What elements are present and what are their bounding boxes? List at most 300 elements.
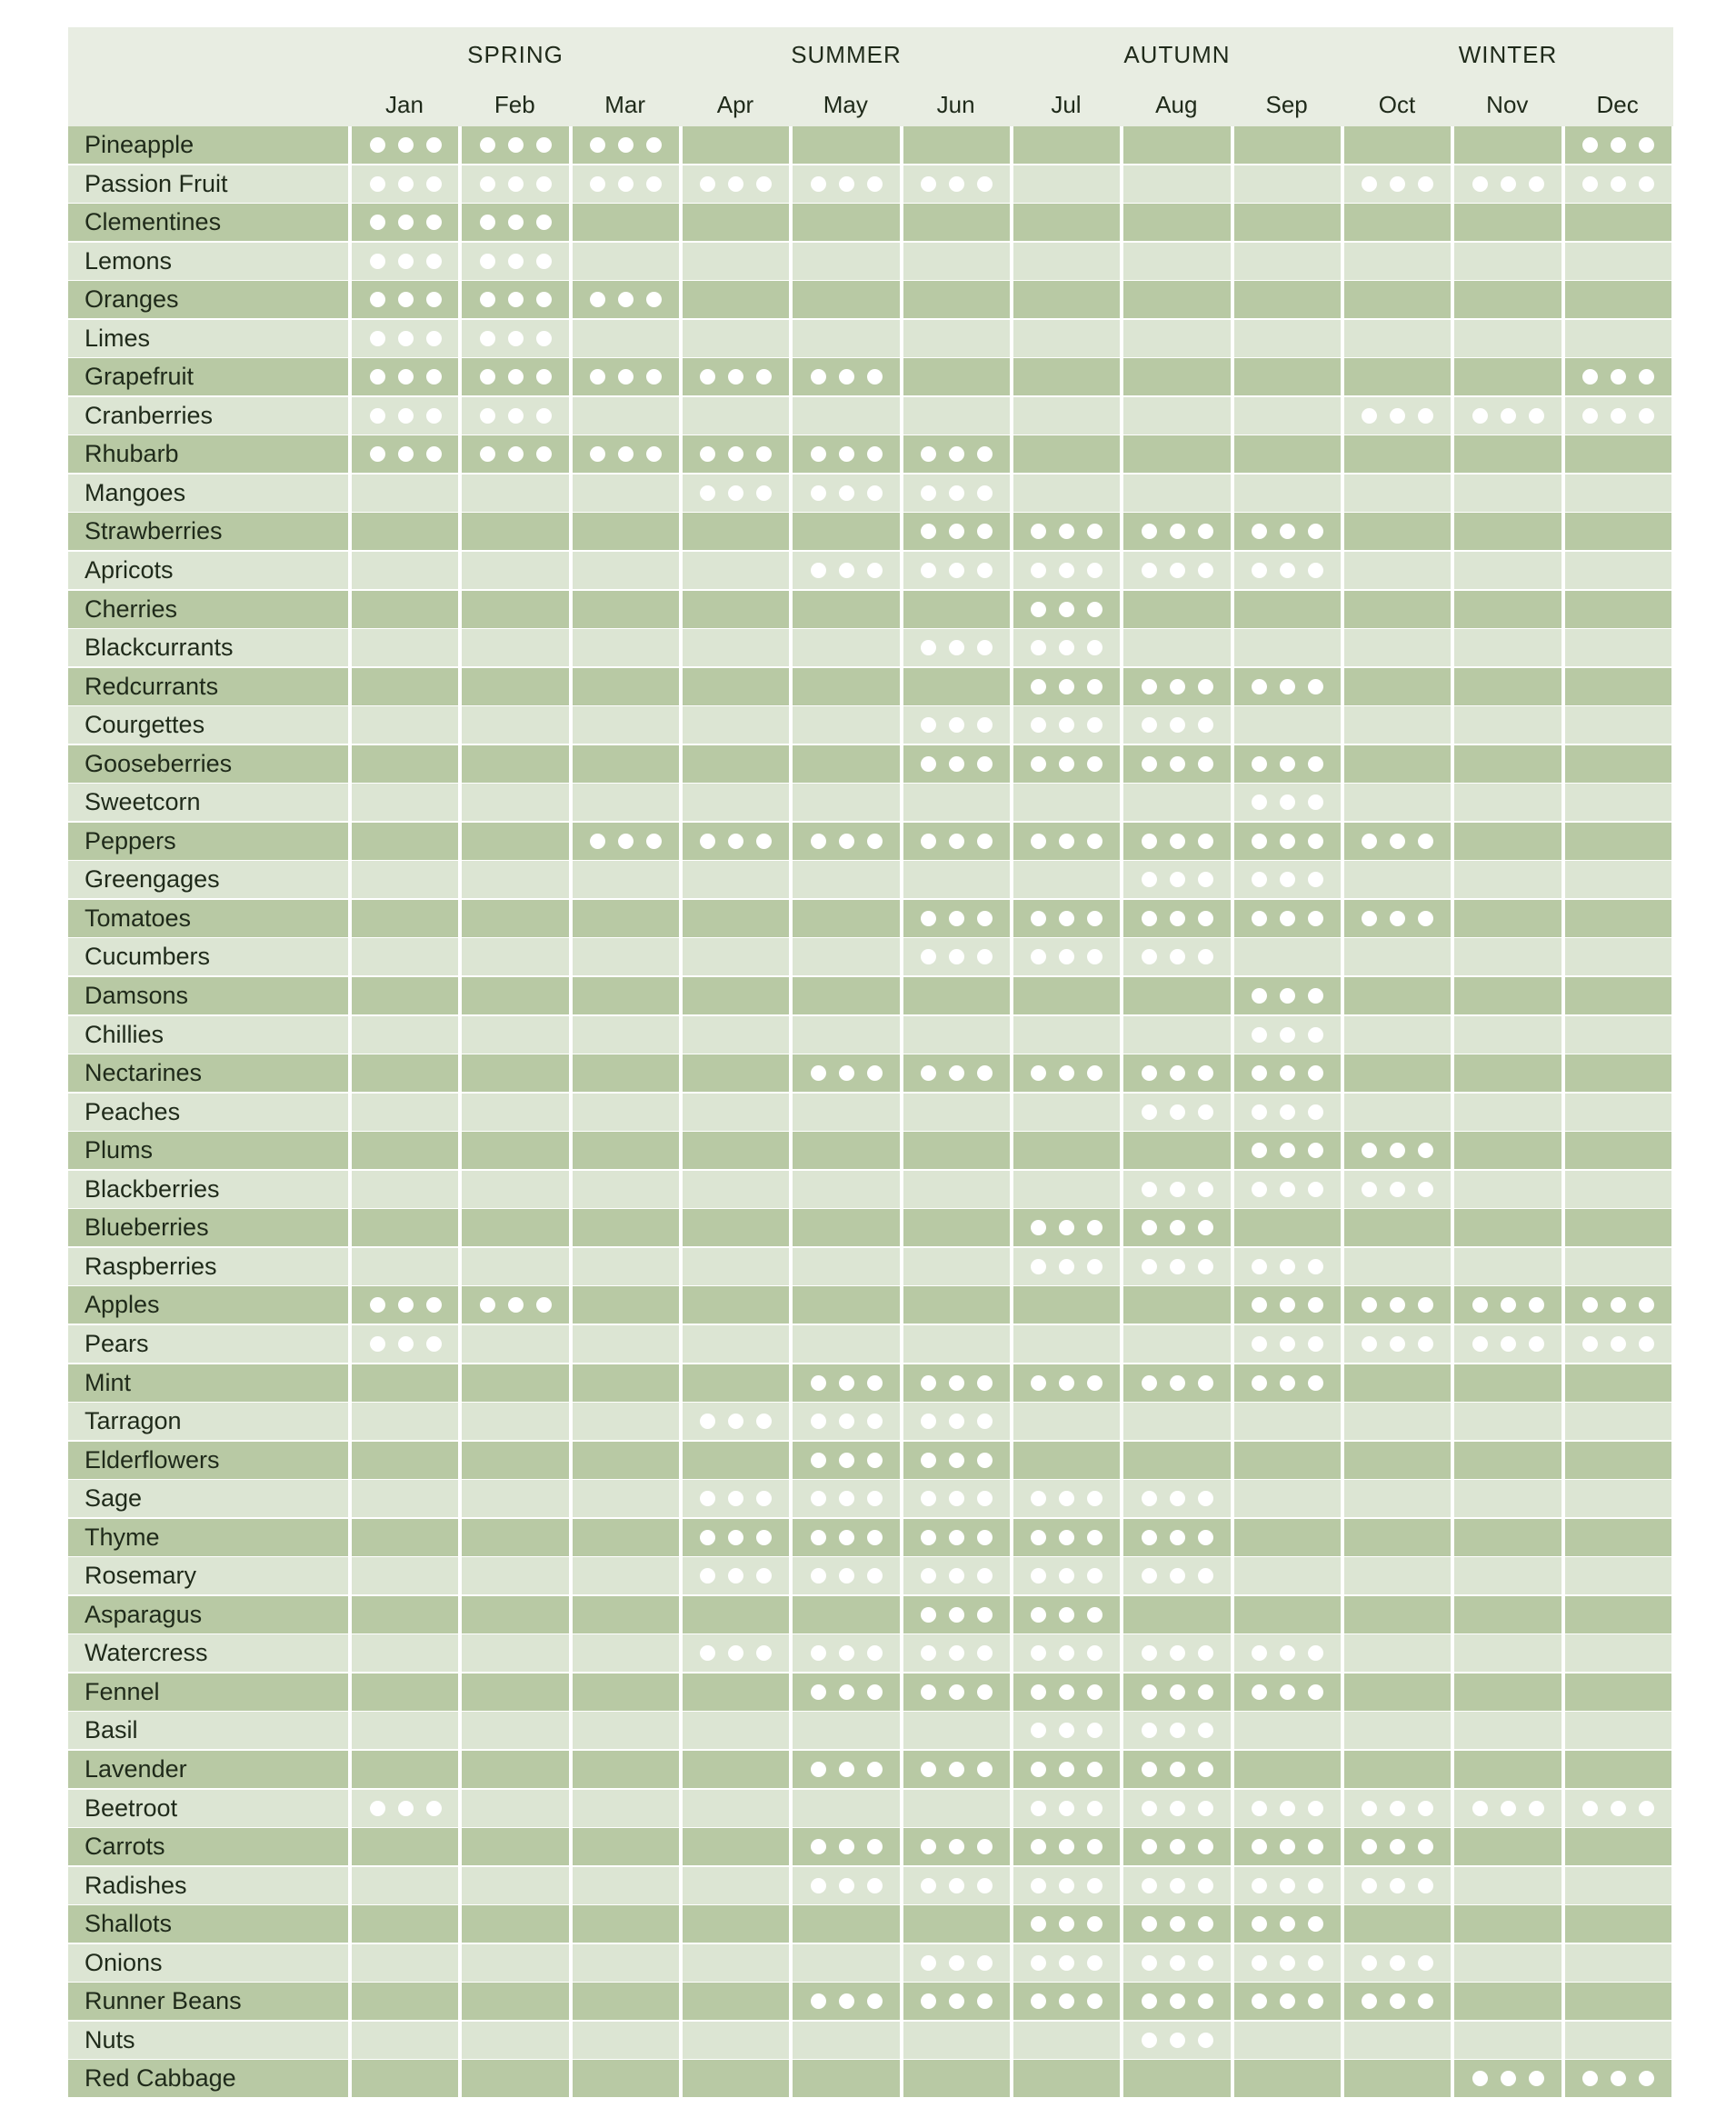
- column-divider: [679, 126, 683, 2099]
- dot-icon: [1252, 1065, 1267, 1081]
- dot-icon: [618, 369, 634, 385]
- column-divider: [458, 126, 462, 2099]
- dot-icon: [921, 834, 936, 849]
- month-cell: [903, 243, 1011, 280]
- month-cell: [793, 126, 900, 164]
- season-winter: WINTER: [1458, 41, 1558, 68]
- dot-icon: [1059, 1375, 1074, 1391]
- produce-name: Sage: [85, 1484, 143, 1513]
- month-cell: [1344, 900, 1452, 937]
- dot-icon: [1308, 1801, 1323, 1816]
- dot-icon: [536, 331, 552, 346]
- dot-icon: [977, 1375, 993, 1391]
- dot-icon: [867, 1375, 883, 1391]
- month-cell: [1234, 1519, 1342, 1556]
- dot-icon: [1059, 1723, 1074, 1738]
- produce-name: Watercress: [85, 1639, 208, 1667]
- month-cell: [573, 435, 680, 473]
- in-season-indicator: [903, 1480, 1011, 1517]
- month-cell: [462, 1944, 569, 1982]
- month-cell: [903, 1983, 1011, 2020]
- month-cell: [683, 591, 790, 628]
- month-cell: [1234, 1983, 1342, 2020]
- produce-name: Apricots: [85, 556, 174, 584]
- month-cell: [352, 513, 459, 550]
- dot-icon: [977, 1762, 993, 1777]
- month-cell: [1123, 1905, 1231, 1943]
- in-season-indicator: [1123, 513, 1231, 550]
- month-cell: [1234, 126, 1342, 164]
- month-cell: [1565, 1016, 1672, 1054]
- table-row: [68, 1983, 1673, 2020]
- dot-icon: [1529, 2071, 1544, 2086]
- dot-icon: [536, 408, 552, 424]
- month-cell: [793, 1944, 900, 1982]
- in-season-indicator: [1234, 668, 1342, 705]
- dot-icon: [1639, 1801, 1654, 1816]
- dot-icon: [1170, 1220, 1185, 1235]
- month-cell: [462, 1557, 569, 1594]
- month-cell: [1565, 281, 1672, 318]
- dot-icon: [426, 176, 442, 192]
- in-season-indicator: [1013, 1751, 1121, 1788]
- month-cell: [1454, 1634, 1561, 1672]
- month-cell: [1565, 1790, 1672, 1827]
- month-cell: [793, 1248, 900, 1285]
- month-cell: [903, 823, 1011, 860]
- month-cell: [1565, 1828, 1672, 1865]
- month-cell: [903, 1403, 1011, 1440]
- month-cell: [1123, 745, 1231, 783]
- dot-icon: [1170, 1375, 1185, 1391]
- produce-name: Oranges: [85, 285, 179, 314]
- month-cell: [683, 977, 790, 1014]
- month-cell: [793, 1905, 900, 1943]
- month-cell: [1013, 1364, 1121, 1402]
- dot-icon: [728, 446, 743, 462]
- in-season-indicator: [1013, 552, 1121, 589]
- month-cell: [462, 706, 569, 744]
- dot-icon: [1252, 1878, 1267, 1893]
- dot-icon: [1308, 1259, 1323, 1274]
- dot-icon: [700, 176, 715, 192]
- in-season-indicator: [1234, 1634, 1342, 1672]
- dot-icon: [590, 446, 605, 462]
- month-cell: [1454, 1286, 1561, 1324]
- month-cell: [462, 435, 569, 473]
- dot-icon: [921, 1568, 936, 1584]
- month-cell: [1234, 1403, 1342, 1440]
- in-season-indicator: [683, 1403, 790, 1440]
- dot-icon: [1142, 1065, 1157, 1081]
- dot-icon: [1308, 988, 1323, 1004]
- month-cell: [352, 1596, 459, 1633]
- month-cell: [1454, 1248, 1561, 1285]
- dot-icon: [1308, 563, 1323, 578]
- month-cell: [1344, 1790, 1452, 1827]
- dot-icon: [426, 215, 442, 230]
- in-season-indicator: [352, 165, 459, 203]
- season-spring: SPRING: [467, 41, 564, 68]
- dot-icon: [977, 524, 993, 539]
- month-cell: [1234, 1325, 1342, 1363]
- dot-icon: [1198, 1568, 1213, 1584]
- month-cell: [1344, 1519, 1452, 1556]
- dot-icon: [480, 408, 495, 424]
- month-sep: Sep: [1265, 91, 1308, 118]
- dot-icon: [480, 254, 495, 269]
- month-cell: [1454, 1054, 1561, 1092]
- dot-icon: [839, 1878, 854, 1893]
- month-cell: [903, 668, 1011, 705]
- month-cell: [1123, 1364, 1231, 1402]
- month-cell: [1344, 1751, 1452, 1788]
- month-cell: [1013, 1867, 1121, 1904]
- dot-icon: [921, 1839, 936, 1854]
- dot-icon: [1198, 2033, 1213, 2048]
- month-cell: [1344, 706, 1452, 744]
- month-cell: [1123, 126, 1231, 164]
- in-season-indicator: [903, 475, 1011, 512]
- dot-icon: [1031, 1723, 1046, 1738]
- dot-icon: [1087, 756, 1102, 772]
- dot-icon: [1031, 602, 1046, 617]
- dot-icon: [618, 176, 634, 192]
- month-cell: [683, 1209, 790, 1246]
- in-season-indicator: [903, 1673, 1011, 1711]
- in-season-indicator: [1234, 1790, 1342, 1827]
- in-season-indicator: [1123, 1751, 1231, 1788]
- month-cell: [793, 1094, 900, 1131]
- in-season-indicator: [793, 435, 900, 473]
- table-row: [68, 1209, 1673, 1246]
- dot-icon: [977, 1839, 993, 1854]
- in-season-indicator: [793, 1828, 900, 1865]
- dot-icon: [839, 1453, 854, 1468]
- month-cell: [462, 745, 569, 783]
- dot-icon: [1059, 1259, 1074, 1274]
- dot-icon: [811, 1530, 826, 1545]
- month-cell: [1454, 1209, 1561, 1246]
- dot-icon: [1639, 1297, 1654, 1313]
- dot-icon: [1611, 2071, 1626, 2086]
- month-cell: [1123, 320, 1231, 357]
- in-season-indicator: [903, 1054, 1011, 1092]
- dot-icon: [700, 834, 715, 849]
- month-cell: [352, 1480, 459, 1517]
- month-cell: [573, 1286, 680, 1324]
- dot-icon: [949, 1878, 964, 1893]
- dot-icon: [839, 176, 854, 192]
- month-cell: [1565, 320, 1672, 357]
- month-cell: [352, 165, 459, 203]
- dot-icon: [480, 1297, 495, 1313]
- dot-icon: [1280, 988, 1295, 1004]
- month-cell: [903, 861, 1011, 898]
- dot-icon: [1362, 1336, 1377, 1352]
- month-cell: [1565, 243, 1672, 280]
- dot-icon: [1170, 1878, 1185, 1893]
- in-season-indicator: [903, 1828, 1011, 1865]
- dot-icon: [1142, 563, 1157, 578]
- in-season-indicator: [1013, 1905, 1121, 1943]
- month-cell: [1454, 745, 1561, 783]
- in-season-indicator: [1013, 1209, 1121, 1246]
- dot-icon: [370, 331, 385, 346]
- month-cell: [462, 397, 569, 435]
- table-row: [68, 1364, 1673, 1402]
- month-cell: [1234, 281, 1342, 318]
- dot-icon: [977, 1453, 993, 1468]
- in-season-indicator: [793, 1634, 900, 1672]
- month-cell: [903, 1442, 1011, 1479]
- dot-icon: [1529, 1297, 1544, 1313]
- dot-icon: [1198, 1916, 1213, 1932]
- produce-name: Lavender: [85, 1754, 187, 1783]
- in-season-indicator: [352, 281, 459, 318]
- month-cell: [1454, 552, 1561, 589]
- dot-icon: [949, 1993, 964, 2009]
- month-cell: [683, 358, 790, 395]
- month-cell: [1344, 1442, 1452, 1479]
- dot-icon: [1170, 524, 1185, 539]
- month-cell: [352, 1094, 459, 1131]
- dot-icon: [1142, 834, 1157, 849]
- month-cell: [1123, 1790, 1231, 1827]
- month-cell: [462, 861, 569, 898]
- dot-icon: [1198, 1723, 1213, 1738]
- month-cell: [573, 1596, 680, 1633]
- dot-icon: [756, 1645, 772, 1661]
- produce-name: Blackberries: [85, 1174, 220, 1203]
- dot-icon: [811, 1839, 826, 1854]
- in-season-indicator: [903, 165, 1011, 203]
- dot-icon: [1418, 408, 1433, 424]
- dot-icon: [1308, 834, 1323, 849]
- month-cell: [793, 823, 900, 860]
- month-cell: [573, 243, 680, 280]
- dot-icon: [426, 369, 442, 385]
- dot-icon: [1087, 1839, 1102, 1854]
- dot-icon: [1059, 1065, 1074, 1081]
- month-cell: [573, 204, 680, 241]
- month-cell: [462, 2022, 569, 2059]
- dot-icon: [1280, 1645, 1295, 1661]
- month-cell: [1565, 397, 1672, 435]
- dot-icon: [1031, 640, 1046, 655]
- dot-icon: [1252, 1143, 1267, 1158]
- month-cell: [352, 1790, 459, 1827]
- month-cell: [352, 435, 459, 473]
- month-cell: [1454, 281, 1561, 318]
- dot-icon: [949, 1645, 964, 1661]
- dot-icon: [1308, 1916, 1323, 1932]
- table-row: [68, 1325, 1673, 1363]
- dot-icon: [921, 1414, 936, 1429]
- month-cell: [903, 1712, 1011, 1749]
- month-cell: [683, 784, 790, 821]
- dot-icon: [1142, 1259, 1157, 1274]
- produce-name: Rhubarb: [85, 440, 179, 468]
- month-cell: [1344, 1016, 1452, 1054]
- dot-icon: [370, 137, 385, 153]
- dot-icon: [811, 1414, 826, 1429]
- dot-icon: [839, 1530, 854, 1545]
- in-season-indicator: [1123, 1209, 1231, 1246]
- dot-icon: [949, 949, 964, 964]
- dot-icon: [949, 1414, 964, 1429]
- in-season-indicator: [1013, 591, 1121, 628]
- month-cell: [683, 861, 790, 898]
- produce-name: Shallots: [85, 1910, 173, 1938]
- dot-icon: [1142, 1955, 1157, 1971]
- month-cell: [903, 397, 1011, 435]
- month-cell: [1344, 1712, 1452, 1749]
- dot-icon: [1142, 911, 1157, 926]
- dot-icon: [1142, 872, 1157, 887]
- dot-icon: [921, 911, 936, 926]
- month-cell: [1234, 397, 1342, 435]
- month-cell: [1344, 2060, 1452, 2097]
- dot-icon: [1087, 1645, 1102, 1661]
- month-cell: [1013, 2060, 1121, 2097]
- dot-icon: [1142, 679, 1157, 694]
- in-season-indicator: [1234, 1673, 1342, 1711]
- month-cell: [793, 281, 900, 318]
- dot-icon: [811, 1375, 826, 1391]
- in-season-indicator: [1123, 552, 1231, 589]
- month-cell: [1234, 1790, 1342, 1827]
- dot-icon: [839, 369, 854, 385]
- dot-icon: [1087, 640, 1102, 655]
- in-season-indicator: [1013, 1364, 1121, 1402]
- dot-icon: [756, 176, 772, 192]
- month-cell: [462, 900, 569, 937]
- month-cell: [683, 1016, 790, 1054]
- in-season-indicator: [1123, 861, 1231, 898]
- column-divider: [789, 126, 793, 2099]
- month-cell: [462, 204, 569, 241]
- dot-icon: [1611, 408, 1626, 424]
- month-cell: [683, 1867, 790, 1904]
- dot-icon: [949, 640, 964, 655]
- dot-icon: [921, 1530, 936, 1545]
- dot-icon: [728, 1530, 743, 1545]
- month-cell: [903, 1171, 1011, 1208]
- dot-icon: [1472, 1297, 1488, 1313]
- in-season-indicator: [1234, 1905, 1342, 1943]
- dot-icon: [1170, 1065, 1185, 1081]
- month-cell: [1454, 1712, 1561, 1749]
- month-cell: [903, 629, 1011, 666]
- month-cell: [793, 1867, 900, 1904]
- month-cell: [1123, 1132, 1231, 1169]
- in-season-indicator: [1565, 1790, 1672, 1827]
- month-cell: [573, 1828, 680, 1865]
- month-cell: [462, 1905, 569, 1943]
- dot-icon: [921, 446, 936, 462]
- month-cell: [352, 861, 459, 898]
- dot-icon: [1418, 1143, 1433, 1158]
- month-cell: [462, 1286, 569, 1324]
- month-cell: [1123, 1867, 1231, 1904]
- month-cell: [1344, 243, 1452, 280]
- month-cell: [1344, 320, 1452, 357]
- in-season-indicator: [903, 552, 1011, 589]
- produce-name: Courgettes: [85, 711, 205, 739]
- month-cell: [1234, 938, 1342, 975]
- month-cell: [352, 938, 459, 975]
- month-cell: [1013, 320, 1121, 357]
- produce-name: Mint: [85, 1368, 132, 1396]
- in-season-indicator: [793, 1364, 900, 1402]
- in-season-indicator: [1013, 1828, 1121, 1865]
- table-row: [68, 1790, 1673, 1827]
- month-cell: [1234, 977, 1342, 1014]
- dot-icon: [1280, 1993, 1295, 2009]
- in-season-indicator: [352, 1286, 459, 1324]
- in-season-indicator: [793, 475, 900, 512]
- dot-icon: [1308, 1645, 1323, 1661]
- dot-icon: [1252, 1336, 1267, 1352]
- dot-icon: [1362, 1182, 1377, 1197]
- dot-icon: [1280, 834, 1295, 849]
- dot-icon: [398, 215, 414, 230]
- month-cell: [903, 1596, 1011, 1633]
- month-cell: [1013, 2022, 1121, 2059]
- in-season-indicator: [903, 1983, 1011, 2020]
- column-divider: [569, 126, 573, 2099]
- table-row: [68, 823, 1673, 860]
- dot-icon: [1087, 1607, 1102, 1623]
- in-season-indicator: [1344, 823, 1452, 860]
- dot-icon: [1087, 1684, 1102, 1700]
- in-season-indicator: [1234, 745, 1342, 783]
- dot-icon: [1142, 1104, 1157, 1120]
- dot-icon: [1501, 1801, 1516, 1816]
- month-cell: [1344, 1209, 1452, 1246]
- month-cell: [1344, 1634, 1452, 1672]
- dot-icon: [1170, 1684, 1185, 1700]
- month-cell: [573, 552, 680, 589]
- produce-name: Greengages: [85, 865, 220, 894]
- dot-icon: [1031, 1568, 1046, 1584]
- month-cell: [1454, 475, 1561, 512]
- dot-icon: [1198, 1220, 1213, 1235]
- dot-icon: [1198, 1839, 1213, 1854]
- dot-icon: [1142, 1723, 1157, 1738]
- in-season-indicator: [793, 1557, 900, 1594]
- produce-name: Redcurrants: [85, 672, 219, 700]
- month-cell: [1123, 1094, 1231, 1131]
- dot-icon: [480, 176, 495, 192]
- dot-icon: [1252, 1801, 1267, 1816]
- month-cell: [1013, 591, 1121, 628]
- dot-icon: [949, 756, 964, 772]
- dot-icon: [1252, 1916, 1267, 1932]
- month-cell: [683, 823, 790, 860]
- month-cell: [1344, 1054, 1452, 1092]
- month-cell: [793, 475, 900, 512]
- in-season-indicator: [1234, 1171, 1342, 1208]
- month-cell: [1454, 900, 1561, 937]
- dot-icon: [1472, 1801, 1488, 1816]
- in-season-indicator: [793, 552, 900, 589]
- table-row: [68, 1557, 1673, 1594]
- dot-icon: [811, 1568, 826, 1584]
- dot-icon: [1280, 1955, 1295, 1971]
- dot-icon: [1087, 1762, 1102, 1777]
